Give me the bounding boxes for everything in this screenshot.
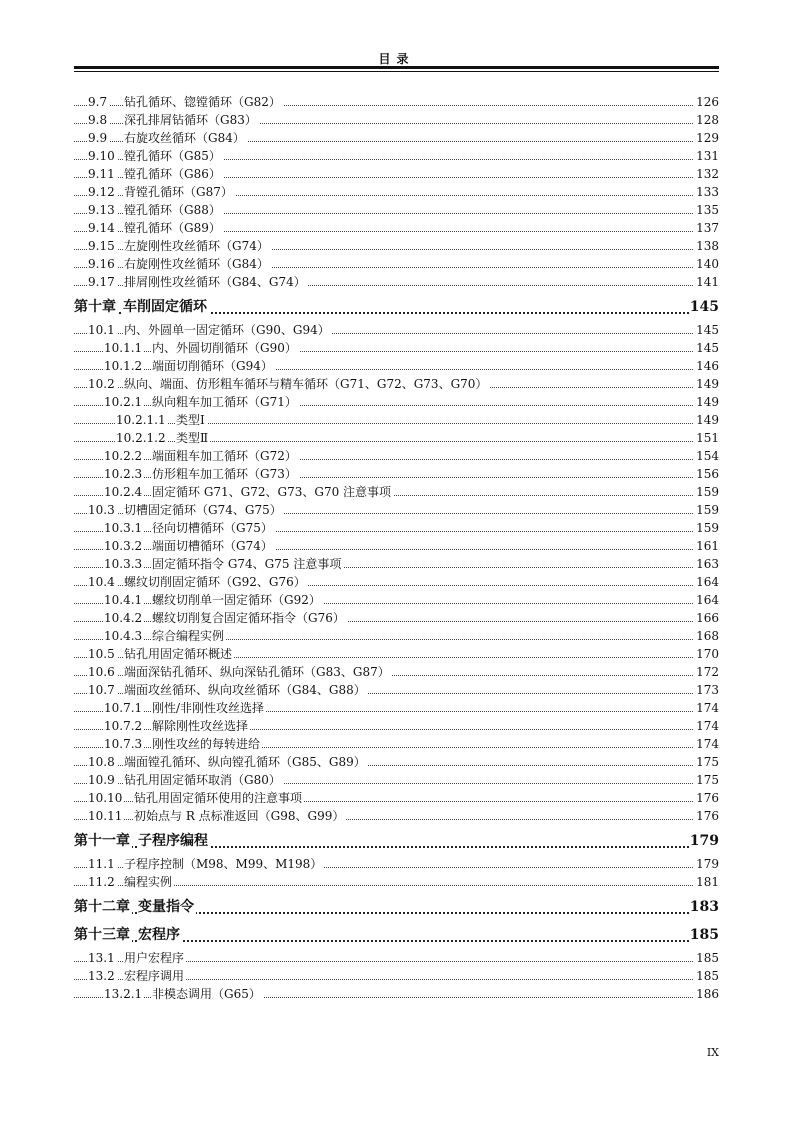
toc-entry-page: 154 [693, 447, 719, 465]
toc-entry-page: 166 [693, 609, 719, 627]
toc-entry-title: 纵向粗车加工循环（G71） [152, 395, 297, 409]
toc-entry-number: 9.16 [88, 257, 115, 271]
toc-entry[interactable] [74, 339, 719, 357]
toc-entry-page: 132 [693, 165, 719, 183]
toc-entry-title: 内、外圆单一固定循环（G90、G94） [124, 323, 330, 337]
toc-entry-page: 174 [693, 717, 719, 735]
toc-entry-page: 161 [693, 537, 719, 555]
toc-entry-number: 10.1 [88, 323, 115, 337]
toc-entry[interactable] [74, 501, 719, 519]
toc-entry[interactable] [74, 165, 719, 183]
toc-entry[interactable] [74, 465, 719, 483]
toc-entry-page: 175 [693, 753, 719, 771]
toc-entry-page: 179 [689, 829, 719, 853]
toc-entry[interactable] [74, 699, 719, 717]
toc-entry-number: 10.5 [88, 647, 115, 661]
toc-entry-page: 145 [693, 339, 719, 357]
toc-entry[interactable] [74, 93, 719, 111]
toc-entry-title: 端面攻丝循环、纵向攻丝循环（G84、G88） [124, 683, 366, 697]
toc-entry-page: 140 [693, 255, 719, 273]
toc-entry-page: 131 [693, 147, 719, 165]
toc-entry-number: 9.11 [88, 167, 115, 181]
toc-entry[interactable] [74, 255, 719, 273]
toc-entry-title: 初始点与 R 点标准返回（G98、G99） [134, 809, 345, 823]
toc-entry-number: 第十三章 [74, 923, 132, 947]
toc-entry-number: 9.12 [88, 185, 115, 199]
toc-entry-number: 9.15 [88, 239, 115, 253]
page-number: IX [706, 1046, 719, 1059]
toc-entry-page: 159 [693, 501, 719, 519]
toc-entry-number: 10.4.3 [104, 629, 143, 643]
toc-entry[interactable] [74, 985, 719, 1003]
toc-entry-title: 固定循环 G71、G72、G73、G70 注意事项 [152, 485, 392, 499]
toc-entry-number: 9.10 [88, 149, 115, 163]
toc-entry-title: 刚性攻丝的每转进给 [152, 737, 261, 751]
toc-entry-title: 综合编程实例 [152, 629, 225, 643]
toc-entry-number: 9.9 [88, 131, 108, 145]
toc-entry[interactable] [74, 591, 719, 609]
toc-entry[interactable] [74, 393, 719, 411]
toc-entry-page: 183 [689, 895, 719, 919]
toc-entry-number: 10.3.2 [104, 539, 143, 553]
toc-entry-page: 185 [693, 949, 719, 967]
toc-entry-page: 175 [693, 771, 719, 789]
toc-entry[interactable] [74, 949, 719, 967]
toc-entry-title: 宏程序调用 [124, 969, 185, 983]
toc-entry-page: 176 [693, 789, 719, 807]
toc-entry-page: 168 [693, 627, 719, 645]
toc-entry[interactable] [74, 483, 719, 501]
toc-entry-page: 141 [693, 273, 719, 291]
toc-entry-page: 145 [689, 295, 719, 319]
toc-chapter-entry[interactable] [74, 829, 719, 853]
header-rule-thin [74, 71, 719, 72]
toc-entry-title: 用户宏程序 [124, 951, 185, 965]
toc-entry-title: 螺纹切削固定循环（G92、G76） [124, 575, 306, 589]
toc-entry[interactable] [74, 375, 719, 393]
toc-entry[interactable] [74, 873, 719, 891]
toc-entry[interactable] [74, 645, 719, 663]
toc-entry-title: 纵向、端面、仿形粗车循环与精车循环（G71、G72、G73、G70） [124, 377, 488, 391]
toc-entry-title: 镗孔循环（G89） [124, 221, 221, 235]
toc-entry-title: 右旋攻丝循环（G84） [124, 131, 245, 145]
toc-entry[interactable] [74, 735, 719, 753]
toc-entry[interactable] [74, 429, 719, 447]
toc-entry[interactable] [74, 447, 719, 465]
toc-entry-title: 子程序控制（M98、M99、M198） [124, 857, 323, 871]
toc-entry-number: 10.2.4 [104, 485, 143, 499]
toc-entry-page: 151 [693, 429, 719, 447]
page-header-title: 目录 [378, 52, 415, 66]
toc-entry-number: 10.8 [88, 755, 115, 769]
toc-chapter-entry[interactable] [74, 295, 719, 319]
toc-entry-title: 端面切槽循环（G74） [152, 539, 273, 553]
toc-entry[interactable] [74, 183, 719, 201]
toc-entry-page: 145 [693, 321, 719, 339]
toc-entry-page: 179 [693, 855, 719, 873]
toc-entry-page: 138 [693, 237, 719, 255]
toc-entry-number: 10.3.3 [104, 557, 143, 571]
toc-entry-title: 背镗孔循环（G87） [124, 185, 233, 199]
toc-entry-number: 10.2.1 [104, 395, 143, 409]
toc-entry-title: 深孔排屑钻循环（G83） [124, 113, 257, 127]
toc-entry-page: 173 [693, 681, 719, 699]
toc-entry-page: 186 [693, 985, 719, 1003]
toc-entry-page: 174 [693, 735, 719, 753]
toc-entry-title: 镗孔循环（G85） [124, 149, 221, 163]
toc-entry-title: 仿形粗车加工循环（G73） [152, 467, 297, 481]
header-rule-thick [74, 66, 719, 69]
toc-entry-page: 170 [693, 645, 719, 663]
toc-entry-page: 137 [693, 219, 719, 237]
toc-entry-number: 10.3 [88, 503, 115, 517]
toc-entry[interactable] [74, 573, 719, 591]
toc-entry-title: 刚性/非刚性攻丝选择 [152, 701, 265, 715]
toc-entry-number: 10.7.2 [104, 719, 143, 733]
toc-entry[interactable] [74, 201, 719, 219]
toc-entry-number: 13.1 [88, 951, 115, 965]
toc-entry-title: 子程序编程 [138, 829, 210, 853]
toc-entry-number: 10.4 [88, 575, 115, 589]
toc-entry-title: 右旋刚性攻丝循环（G84） [124, 257, 269, 271]
toc-entry-number: 第十章 [74, 295, 118, 319]
table-of-contents [74, 93, 719, 1003]
toc-chapter-entry[interactable] [74, 923, 719, 947]
toc-entry[interactable] [74, 753, 719, 771]
toc-entry[interactable] [74, 609, 719, 627]
toc-entry-title: 变量指令 [138, 895, 196, 919]
toc-entry-number: 11.1 [88, 857, 115, 871]
toc-entry-page: 126 [693, 93, 719, 111]
toc-entry-number: 10.4.1 [104, 593, 143, 607]
toc-entry-page: 128 [693, 111, 719, 129]
toc-entry[interactable] [74, 357, 719, 375]
toc-entry-number: 10.1.1 [104, 341, 143, 355]
toc-entry-number: 第十一章 [74, 829, 132, 853]
toc-entry-page: 176 [693, 807, 719, 825]
toc-entry-title: 车削固定循环 [123, 295, 209, 319]
toc-entry[interactable] [74, 789, 719, 807]
toc-entry[interactable] [74, 129, 719, 147]
toc-entry-title: 固定循环指令 G74、G75 注意事项 [152, 557, 342, 571]
toc-entry[interactable] [74, 321, 719, 339]
toc-entry[interactable] [74, 807, 719, 825]
toc-entry-number: 9.13 [88, 203, 115, 217]
toc-entry-number: 9.17 [88, 275, 115, 289]
toc-entry[interactable] [74, 627, 719, 645]
toc-entry-title: 非模态调用（G65） [152, 987, 261, 1001]
toc-entry-number: 10.2 [88, 377, 115, 391]
toc-entry-number: 10.9 [88, 773, 115, 787]
toc-entry-title: 类型Ⅰ [176, 413, 205, 427]
toc-entry-title: 编程实例 [124, 875, 173, 889]
toc-entry-number: 第十二章 [74, 895, 132, 919]
toc-entry[interactable] [74, 519, 719, 537]
toc-entry-number: 10.7 [88, 683, 115, 697]
toc-entry-number: 11.2 [88, 875, 115, 889]
toc-entry[interactable] [74, 681, 719, 699]
toc-entry-number: 10.2.2 [104, 449, 143, 463]
toc-entry-page: 174 [693, 699, 719, 717]
toc-entry-title: 左旋刚性攻丝循环（G74） [124, 239, 269, 253]
toc-entry-page: 172 [693, 663, 719, 681]
toc-entry-page: 159 [693, 519, 719, 537]
toc-entry-page: 185 [693, 967, 719, 985]
toc-entry-number: 13.2.1 [104, 987, 143, 1001]
toc-entry[interactable] [74, 771, 719, 789]
toc-entry-number: 13.2 [88, 969, 115, 983]
toc-entry-title: 螺纹切削单一固定循环（G92） [152, 593, 321, 607]
toc-entry-number: 10.10 [88, 791, 123, 805]
toc-entry-title: 宏程序 [138, 923, 182, 947]
toc-entry[interactable] [74, 273, 719, 291]
toc-entry-page: 163 [693, 555, 719, 573]
toc-entry-title: 钻孔用固定循环概述 [124, 647, 233, 661]
toc-entry-page: 149 [693, 393, 719, 411]
toc-entry-page: 156 [693, 465, 719, 483]
toc-entry-page: 146 [693, 357, 719, 375]
toc-entry[interactable] [74, 555, 719, 573]
toc-entry[interactable] [74, 717, 719, 735]
toc-entry[interactable] [74, 237, 719, 255]
toc-entry[interactable] [74, 537, 719, 555]
toc-entry-number: 9.7 [88, 95, 108, 109]
toc-entry-page: 135 [693, 201, 719, 219]
toc-entry-title: 端面粗车加工循环（G72） [152, 449, 297, 463]
toc-entry-page: 164 [693, 591, 719, 609]
toc-entry-number: 9.8 [88, 113, 108, 127]
toc-entry[interactable] [74, 663, 719, 681]
toc-entry-title: 镗孔循环（G86） [124, 167, 221, 181]
toc-entry[interactable] [74, 411, 719, 429]
toc-entry-title: 钻孔循环、锪镗循环（G82） [124, 95, 281, 109]
toc-entry-title: 端面切削循环（G94） [152, 359, 273, 373]
toc-entry[interactable] [74, 855, 719, 873]
toc-entry-number: 10.2.1.1 [116, 413, 166, 427]
toc-entry-number: 10.4.2 [104, 611, 143, 625]
toc-entry-title: 镗孔循环（G88） [124, 203, 221, 217]
toc-entry-title: 切槽固定循环（G74、G75） [124, 503, 282, 517]
toc-entry[interactable] [74, 147, 719, 165]
toc-entry[interactable] [74, 219, 719, 237]
toc-entry-number: 10.2.1.2 [116, 431, 166, 445]
toc-entry-number: 10.7.3 [104, 737, 143, 751]
toc-entry-title: 钻孔用固定循环取消（G80） [124, 773, 281, 787]
toc-entry-number: 9.14 [88, 221, 115, 235]
toc-entry-page: 181 [693, 873, 719, 891]
toc-entry-title: 钻孔用固定循环使用的注意事项 [134, 791, 303, 805]
toc-entry-title: 内、外圆切削循环（G90） [152, 341, 297, 355]
toc-entry-title: 径向切槽循环（G75） [152, 521, 273, 535]
toc-entry-title: 端面镗孔循环、纵向镗孔循环（G85、G89） [124, 755, 366, 769]
toc-entry-page: 149 [693, 411, 719, 429]
toc-entry-page: 129 [693, 129, 719, 147]
toc-entry-title: 解除刚性攻丝选择 [152, 719, 249, 733]
toc-entry-number: 10.3.1 [104, 521, 143, 535]
toc-entry-title: 类型Ⅱ [176, 431, 209, 445]
toc-entry-page: 133 [693, 183, 719, 201]
toc-entry-page: 149 [693, 375, 719, 393]
toc-chapter-entry[interactable] [74, 895, 719, 919]
toc-entry-number: 10.7.1 [104, 701, 143, 715]
toc-entry-number: 10.6 [88, 665, 115, 679]
toc-entry-page: 159 [693, 483, 719, 501]
toc-entry-number: 10.1.2 [104, 359, 143, 373]
toc-entry-number: 10.2.3 [104, 467, 143, 481]
toc-entry-page: 185 [689, 923, 719, 947]
toc-entry-title: 排屑刚性攻丝循环（G84、G74） [124, 275, 306, 289]
toc-entry-page: 164 [693, 573, 719, 591]
toc-entry-title: 螺纹切削复合固定循环指令（G76） [152, 611, 345, 625]
toc-entry-title: 端面深钻孔循环、纵向深钻孔循环（G83、G87） [124, 665, 390, 679]
toc-entry-number: 10.11 [88, 809, 123, 823]
toc-entry[interactable] [74, 967, 719, 985]
toc-entry[interactable] [74, 111, 719, 129]
